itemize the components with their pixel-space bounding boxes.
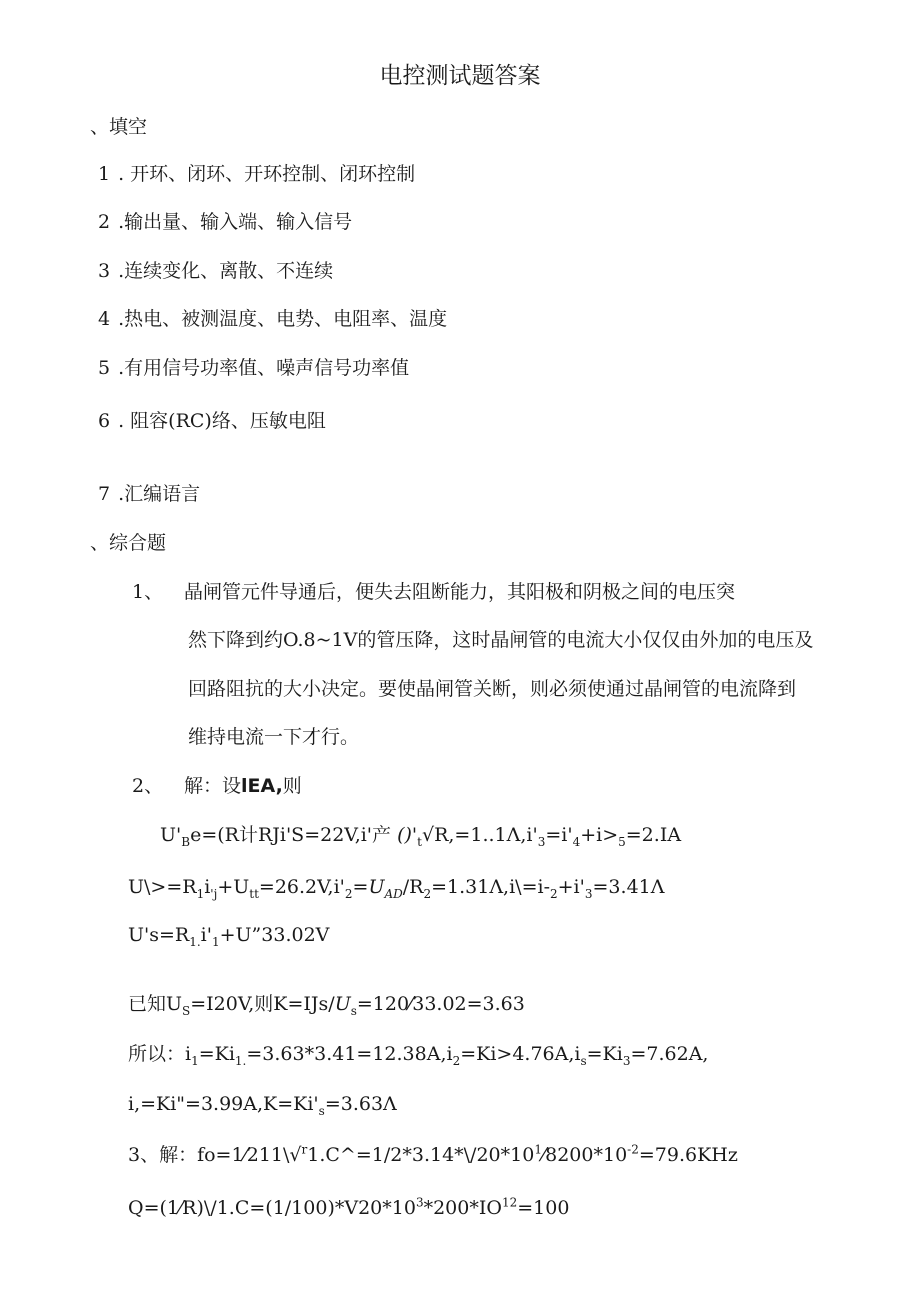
equation-u-ad: $U\backslash>=R_1i_{'j}+U_{tt}=26.2V,i'_2=U_{AD}/R_2=1.31\Lambda,i\backslash=i-_2+i'_3=3.41\Lambda$ [128,876,665,901]
item-number: 1 [98,163,111,185]
question-2-number: 2、 [132,775,164,797]
equation-quality-factor: $Q=(1⁄R)\backslash/1.C=(1/100)*V20*10^3*200*IO^{12}=100$ [128,1195,570,1219]
equation-us: $U's=R_{1.}i'_1+U”33.02V$ [128,924,330,949]
item-text: .热电、被测温度、电势、电阻率、温度 [118,308,448,330]
item-text: .有用信号功率值、噪声信号功率值 [118,357,410,379]
item-text: .连续变化、离散、不连续 [118,260,334,282]
equation-known-k: 已知$U_S=I20V$,则$K=IJs/U_s=120⁄33.02=3.63$ [128,993,525,1018]
item-text: .汇编语言 [118,483,201,505]
item-text: . 阻容(RC)络、压敏电阻 [118,410,326,432]
answer-item-4 [98,307,447,331]
item-number: 6 [98,410,111,432]
item-number: 7 [98,483,111,505]
question-1-line-4: 维持电流一下才行。 [188,726,360,748]
equation-resonant-frequency: 3、解：$fo=1⁄211\backslash√^r1.C\^{}=1/2*3.14*\backslash/20*10^1⁄8200*10^{-2}=79.6KHz$ [128,1142,738,1166]
equation-final-k: $i,=Ki"=3.99A,K=Ki'_s=3.63\Lambda$ [128,1093,397,1118]
answer-item-2 [98,210,352,234]
question-1-line-3: 回路阻抗的大小决定。要使晶闸管关断，则必须使通过晶闸管的电流降到 [188,678,797,700]
section-heading-comprehensive: 、综合题 [90,532,167,554]
item-number: 4 [98,308,111,330]
answer-item-6 [98,409,326,433]
question-1-number: 1、 [132,581,164,603]
intro-variable: lEA, [241,775,283,797]
answer-item-1 [98,162,415,186]
answer-item-7 [98,482,200,506]
answer-item-3 [98,259,333,283]
item-text: . 开环、闭环、开环控制、闭环控制 [118,163,416,185]
equation-ube: $U'_Be=(R$计RJi'S=22V,i'产 $()'_t√R,=1..1\Lambda,i'_3=i'_4+i>_5=2.IA$ [160,824,682,849]
question-2-intro [184,774,302,798]
item-number: 5 [98,357,111,379]
item-text: .输出量、输入端、输入信号 [118,211,353,233]
item-number: 2 [98,211,111,233]
intro-text: 解：设 [184,775,242,797]
intro-end: 则 [282,775,302,797]
page-title: 电控测试题答案 [379,63,541,89]
question-1-line-1: 晶闸管元件导通后，便失去阻断能力，其阳极和阴极之间的电压突 [184,581,736,603]
question-1-line-2: 然下降到约O.8~1V的管压降，这时晶闸管的电流大小仅仅由外加的电压及 [188,629,814,651]
item-number: 3 [98,260,111,282]
section-heading-fill-blank: 、填空 [90,116,148,138]
answer-item-5 [98,356,409,380]
equation-currents: 所以：$i_1=Ki_{1.}=3.63*3.41=12.38A,i_2=Ki>4.76A,i_s=Ki_3=7.62A$, [128,1043,709,1068]
